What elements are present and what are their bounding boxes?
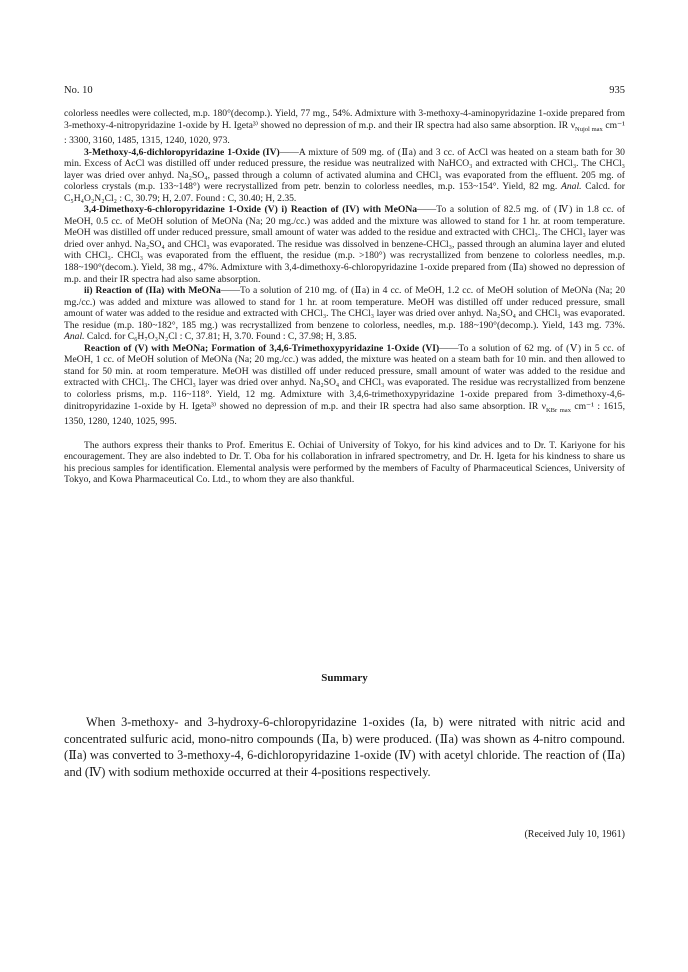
page-number: 935 — [609, 85, 625, 96]
paragraph — [64, 204, 625, 285]
text-run: colorless needles were collected, m.p. 180°(decomp.). Yield, 77 mg., 54%. Admixture with 3-methoxy-4-aminopyridazine 1-oxide prepared from 3-methoxy-4-nitropyridazine 1-oxide by H. Igeta³⁾ showed no depression of m.p. and their IR spectra had also same absorption. IR ν — [64, 108, 625, 131]
journal-issue-number: No. 10 — [64, 85, 93, 96]
compound-heading: 3-Methoxy-4,6-dichloropyridazine 1-Oxide (IV) — [84, 146, 280, 158]
compound-heading: 3,4-Dimethoxy-6-chloropyridazine 1-Oxide (V) i) Reaction of (IV) with MeONa — [84, 204, 418, 216]
text-run: ——To a solution of 62 mg. of (Ⅴ) in 5 cc. of MeOH, 1 cc. of MeOH solution of MeONa (Na; 20 mg./cc.) was added, the mixture was heated on a steam bath for 10 min. and then allowed to stand for 50 min. at room temperature. MeOH was distilled off under reduced pressure, small amount of water was added to the residue and extracted with CHCl₃. The CHCl₃ layer was dried over anhyd. Na₂SO₄ and CHCl₃ was evaporated. The residue was recrystallized from benzene to colorless prisms, m.p. 116~118°. Yield, 12 mg. Admixture with 3,4,6-trimethoxypyridazine 1-oxide prepared from 3-dimethoxy-4,6-dinitropyridazine 1-oxide by H. Igeta³⁾ showed no depression of m.p. and their IR spectra had also same absorption. IR ν — [64, 342, 625, 412]
summary-paragraph: When 3-methoxy- and 3-hydroxy-6-chloropyridazine 1-oxides (Ia, b) were nitrated with nitric acid and concentrated sulfuric acid, mono-nitro compounds (Ⅱa, b) were produced. (Ⅱa) was shown as 4-nitro compound. (Ⅱa) was converted to 3-methoxy-4, 6-dichloropyridazine 1-oxide (Ⅳ) with acetyl chloride. The reaction of (Ⅱa) and (Ⅳ) with sodium methoxide occurred at their 4-positions respectively. — [64, 715, 625, 779]
received-date: (Received July 10, 1961) — [524, 829, 625, 840]
experimental-paragraphs — [64, 108, 625, 428]
acknowledgment-paragraph: The authors express their thanks to Prof. Emeritus E. Ochiai of University of Tokyo, for his kind advices and to Dr. T. Kariyone for his encouragement. They are also indebted to Dr. T. Oba for his collaboration in infrared spectrometry, and Dr. H. Igeta for his kindness to share us his precious samples for identification. Elemental analysis were performed by the members of Faculty of Pharmaceutical Sciences, University of Tokyo, and Kowa Pharmaceutical Co. Ltd., to whom they are also thankful. — [64, 439, 625, 486]
text-run: ——To a solution of 210 mg. of (Ⅱa) in 4 cc. of MeOH, 1.2 cc. of MeOH solution of MeONa (Na; 20 mg./cc.) was added and mixture was allowed to stand for 1 hr. at room temperature. MeOH was distilled off under reduced pressure, small amount of water was added to the residue and extracted with CHCl₃. The CHCl₃ layer was dried over anhyd. Na₂SO₄ and CHCl₃ was evaporated. The residue (m.p. 180~182°, 185 mg.) was recrystallized from benzene to colorless, needles, m.p. 188~190°(decomp.). Yield, 143 mg. 73%. — [64, 285, 625, 331]
compound-heading: Reaction of (V) with MeONa; Formation of 3,4,6-Trimethoxypyridazine 1-Oxide (VI) — [84, 342, 440, 354]
compound-heading: ii) Reaction of (IIa) with MeONa — [84, 285, 221, 297]
ir-subscript: KBr max — [545, 406, 571, 414]
text-run: Calcd. for C₅H₄O₂N₂Cl₂ : C, 30.79; H, 2.07. Found : C, 30.40; H, 2.35. — [64, 181, 625, 204]
text-run: cm⁻¹ : 3300, 3160, 1485, 1315, 1240, 1020, 973. — [64, 119, 626, 146]
summary-heading: Summary — [321, 672, 368, 684]
italic-term: Anal. — [560, 181, 582, 193]
italic-term: Anal. — [64, 331, 85, 343]
ir-subscript: Nujol max — [575, 125, 603, 133]
text-run: Calcd. for C₆H₇O₃N₂Cl : C, 37.81; H, 3.70. Found : C, 37.98; H, 3.85. — [84, 331, 357, 343]
text-run: ——To a solution of 82.5 mg. of (Ⅳ) in 1.8 cc. of MeOH, 0.5 cc. of MeOH solution of MeONa (Na; 20 mg./cc.) was added and the mixture was allowed to stand for 1 hr. at room temperature. MeOH was distilled off under reduced pressure, small amount of water was added to the residue and extracted with CHCl₃. The CHCl₃ layer was dried over anhyd. Na₂SO₄ and CHCl₃ was evaporated. The residue was dissolved in benzene-CHCl₃, passed through an alumina layer and eluted with CHCl₃. CHCl₃ was evaporated from the effluent, the residue (m.p. >180°) was recrystallized from benzene to colorless needles, m.p. 188~190°(decom.). Yield, 38 mg., 47%. Admixture with 3,4-dimethoxy-6-chloropyridazine 1-oxide prepared from (Ⅱa) showed no depression of m.p. and their IR spectra had also same absorption. — [64, 204, 625, 285]
paragraph — [64, 285, 625, 343]
paragraph — [64, 147, 625, 205]
text-run: cm⁻¹ : 1615, 1350, 1280, 1240, 1025, 995. — [64, 400, 626, 428]
paragraph — [64, 343, 625, 428]
paragraph — [64, 108, 625, 147]
text-run: ——A mixture of 509 mg. of (Ⅱa) and 3 cc. of AcCl was heated on a steam bath for 30 min. Excess of AcCl was distilled off under reduced pressure, the residue was neutralized with NaHCO₃ and extracted with CHCl₃. The CHCl₃ layer was dried over anhyd. Na₂SO₄, passed through a column of activated alumina and CHCl₃ was evaporated from the effluent. 205 mg. of colorless crystals (m.p. 133~148°) were recrystallized from petr. benzin to colorless needles, m.p. 153~154°. Yield, 82 mg. — [64, 146, 625, 193]
experimental-section — [64, 108, 625, 486]
running-header — [64, 85, 625, 99]
